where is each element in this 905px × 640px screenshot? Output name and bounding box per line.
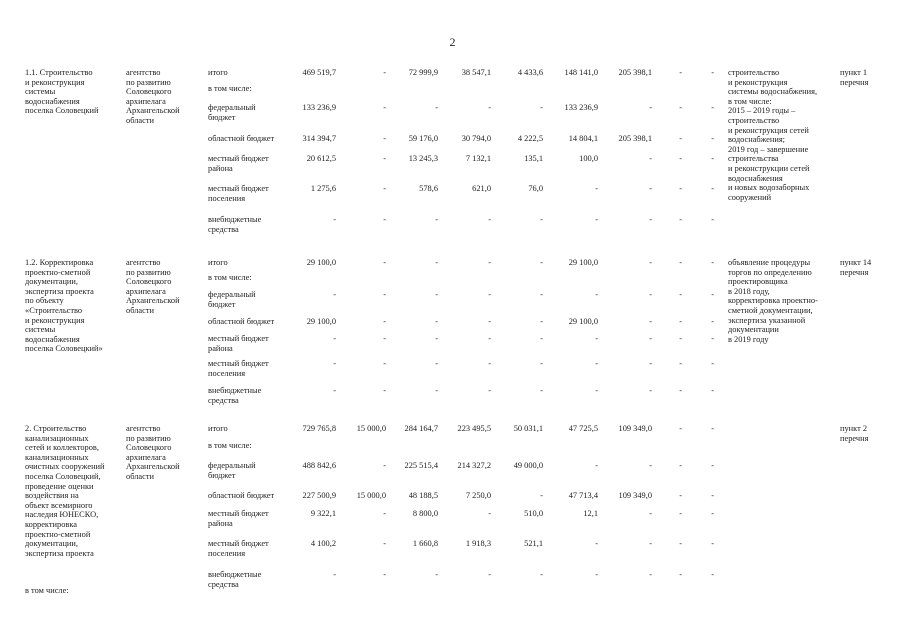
row-value: - [435,570,438,579]
row-value: - [383,215,386,224]
row-value: - [435,317,438,326]
row-value: - [679,509,682,518]
row-value: 4 222,5 [517,134,543,143]
section-name: 1.1. Строительство и реконструкция системы водоснабжения поселка Соловецкий [25,68,99,116]
row-value: - [679,386,682,395]
row-value: 4 100,2 [310,539,336,548]
row-label: внебюджетные средства [208,215,262,234]
row-value: - [333,386,336,395]
row-label: местный бюджет поселения [208,359,269,378]
row-value: - [711,359,714,368]
row-value: 30 794,0 [461,134,491,143]
row-value: - [679,68,682,77]
row-value: 76,0 [528,184,543,193]
row-value: - [333,359,336,368]
row-value: - [679,290,682,299]
row-value: 14 804,1 [568,134,598,143]
section-notes: строительство и реконструкция системы водоснабжения, в том числе: 2015 – 2019 годы – строительство и реконструкция сетей водоснабжения; 2019 год – завершение строительства и реконструкции сетей водоснабжения и новых водозаборных сооружений [728,68,818,202]
row-value: - [679,424,682,433]
row-label: областной бюджет [208,134,275,143]
row-value: 148 141,0 [564,68,598,77]
row-label: в том числе: [208,441,252,450]
row-value: - [679,334,682,343]
row-value: - [540,103,543,112]
row-value: 13 245,3 [408,154,438,163]
row-value: 50 031,1 [513,424,543,433]
row-value: - [595,570,598,579]
row-value: - [383,461,386,470]
row-value: 510,0 [524,509,543,518]
row-value: 4 433,6 [517,68,543,77]
row-value: - [649,290,652,299]
row-value: 15 000,0 [356,424,386,433]
row-value: - [679,570,682,579]
row-value: - [488,334,491,343]
row-value: - [711,68,714,77]
section-ref: пункт 14 перечня [840,258,872,277]
row-value: - [649,258,652,267]
row-value: 729 765,8 [302,424,336,433]
row-value: 29 100,0 [306,258,336,267]
row-value: - [711,215,714,224]
row-value: 133 236,9 [564,103,598,112]
row-value: - [435,258,438,267]
row-value: - [649,103,652,112]
row-value: - [649,334,652,343]
row-label: местный бюджет района [208,334,269,353]
row-value: 9 322,1 [310,509,336,518]
row-value: - [679,317,682,326]
row-value: - [711,509,714,518]
row-value: 109 349,0 [618,424,652,433]
row-value: 621,0 [472,184,491,193]
row-label: федеральный бюджет [208,461,256,480]
row-value: 284 164,7 [404,424,438,433]
row-value: - [540,334,543,343]
row-value: - [383,334,386,343]
row-value: 1 275,6 [310,184,336,193]
section-notes: объявление процедуры торгов по определению проектировщика в 2018 году, корректировка проектно- сметной документации, экспертиза указанной документации в 2019 году [728,258,818,344]
row-value: - [383,317,386,326]
row-value: - [383,386,386,395]
row-value: - [679,359,682,368]
row-value: - [711,317,714,326]
section-agency: агентство по развитию Соловецкого архипелага Архангельской области [126,258,180,315]
row-value: - [383,154,386,163]
row-value: 8 800,0 [412,509,438,518]
row-value: 133 236,9 [302,103,336,112]
row-value: 314 394,7 [302,134,336,143]
row-label: в том числе: [208,84,252,93]
row-value: 20 612,5 [306,154,336,163]
row-value: - [488,258,491,267]
row-value: 578,6 [419,184,438,193]
row-value: - [679,103,682,112]
row-value: 1 918,3 [465,539,491,548]
row-value: 49 000,0 [513,461,543,470]
row-value: 135,1 [524,154,543,163]
row-value: - [333,290,336,299]
row-label: в том числе: [208,273,252,282]
row-value: - [679,134,682,143]
row-value: - [711,154,714,163]
row-value: - [595,334,598,343]
row-value: - [383,539,386,548]
row-label: итого [208,68,228,77]
row-value: 7 132,1 [465,154,491,163]
row-value: - [383,258,386,267]
row-label: областной бюджет [208,491,275,500]
row-label: местный бюджет поселения [208,184,269,203]
row-value: - [649,317,652,326]
row-value: - [649,461,652,470]
row-label: внебюджетные средства [208,570,262,589]
row-value: - [383,134,386,143]
row-label: местный бюджет района [208,154,269,173]
row-value: - [435,103,438,112]
section-agency: агентство по развитию Соловецкого архипелага Архангельской области [126,424,180,481]
row-value: - [435,215,438,224]
row-value: 29 100,0 [306,317,336,326]
row-value: - [679,215,682,224]
row-label: федеральный бюджет [208,103,256,122]
row-value: - [540,317,543,326]
row-value: - [488,215,491,224]
row-label: внебюджетные средства [208,386,262,405]
row-value: - [435,290,438,299]
row-label: местный бюджет поселения [208,539,269,558]
row-value: 109 349,0 [618,491,652,500]
row-value: - [679,491,682,500]
row-value: - [679,539,682,548]
row-value: - [711,184,714,193]
row-value: - [711,461,714,470]
row-value: - [649,215,652,224]
row-value: - [540,215,543,224]
row-value: - [711,134,714,143]
row-value: - [649,154,652,163]
row-value: - [711,258,714,267]
row-value: 1 660,8 [412,539,438,548]
row-value: 100,0 [579,154,598,163]
row-value: - [711,539,714,548]
row-value: - [649,386,652,395]
row-value: - [435,386,438,395]
row-value: - [488,359,491,368]
row-value: - [383,68,386,77]
row-value: 72 999,9 [408,68,438,77]
section-name: 1.2. Корректировка проектно-сметной документации, экспертиза проекта по объекту «Строительство и реконструкция системы водоснабжения поселка Соловецкий» [25,258,103,354]
row-value: - [540,491,543,500]
section-ref: пункт 2 перечня [840,424,869,443]
row-value: - [649,359,652,368]
row-value: - [540,258,543,267]
row-value: 59 176,0 [408,134,438,143]
row-label: областной бюджет [208,317,275,326]
row-value: - [711,424,714,433]
row-value: - [649,570,652,579]
row-label: итого [208,424,228,433]
row-value: - [711,570,714,579]
row-value: - [595,386,598,395]
row-value: - [595,215,598,224]
row-value: - [595,184,598,193]
row-value: 48 188,5 [408,491,438,500]
section-ref: пункт 1 перечня [840,68,869,87]
row-value: - [333,570,336,579]
row-value: - [649,184,652,193]
row-value: 205 398,1 [618,68,652,77]
row-value: - [649,509,652,518]
row-value: - [540,386,543,395]
row-value: - [383,103,386,112]
row-value: - [488,290,491,299]
row-value: - [383,509,386,518]
row-value: - [595,461,598,470]
row-value: 225 515,4 [404,461,438,470]
row-value: - [540,290,543,299]
row-label: местный бюджет района [208,509,269,528]
row-value: - [711,103,714,112]
row-value: - [595,539,598,548]
section-name-suffix: в том числе: [25,586,69,595]
row-value: - [488,386,491,395]
row-value: - [679,154,682,163]
row-value: - [333,334,336,343]
row-value: 29 100,0 [568,258,598,267]
row-value: - [488,103,491,112]
row-value: 223 495,5 [457,424,491,433]
row-value: - [711,386,714,395]
row-value: 29 100,0 [568,317,598,326]
row-value: 47 713,4 [568,491,598,500]
row-value: - [679,184,682,193]
row-value: 15 000,0 [356,491,386,500]
row-value: - [383,359,386,368]
row-value: - [383,570,386,579]
row-value: - [488,570,491,579]
row-label: федеральный бюджет [208,290,256,309]
row-value: - [711,290,714,299]
row-value: 227 500,9 [302,491,336,500]
row-value: 47 725,5 [568,424,598,433]
row-value: 214 327,2 [457,461,491,470]
row-value: - [488,317,491,326]
row-value: 488 842,6 [302,461,336,470]
row-value: - [383,290,386,299]
row-value: - [488,509,491,518]
row-value: 205 398,1 [618,134,652,143]
row-value: - [540,570,543,579]
row-value: - [679,461,682,470]
row-value: 38 547,1 [461,68,491,77]
row-value: - [649,539,652,548]
row-value: - [711,491,714,500]
row-label: итого [208,258,228,267]
section-agency: агентство по развитию Соловецкого архипелага Архангельской области [126,68,180,125]
row-value: - [595,290,598,299]
row-value: - [435,359,438,368]
section-name: 2. Строительство канализационных сетей и коллекторов, канализационных очистных сооружений поселка Соловецкий, проведение оценки воздействия на объект всемирного наследия ЮНЕСКО, корректировка проектно-сметной документации, экспертиза проекта [25,424,105,558]
row-value: 521,1 [524,539,543,548]
row-value: 12,1 [583,509,598,518]
row-value: 7 250,0 [465,491,491,500]
row-value: - [383,184,386,193]
page-number: 2 [449,35,456,49]
row-value: - [711,334,714,343]
row-value: 469 519,7 [302,68,336,77]
row-value: - [679,258,682,267]
row-value: - [595,359,598,368]
row-value: - [540,359,543,368]
row-value: - [435,334,438,343]
row-value: - [333,215,336,224]
